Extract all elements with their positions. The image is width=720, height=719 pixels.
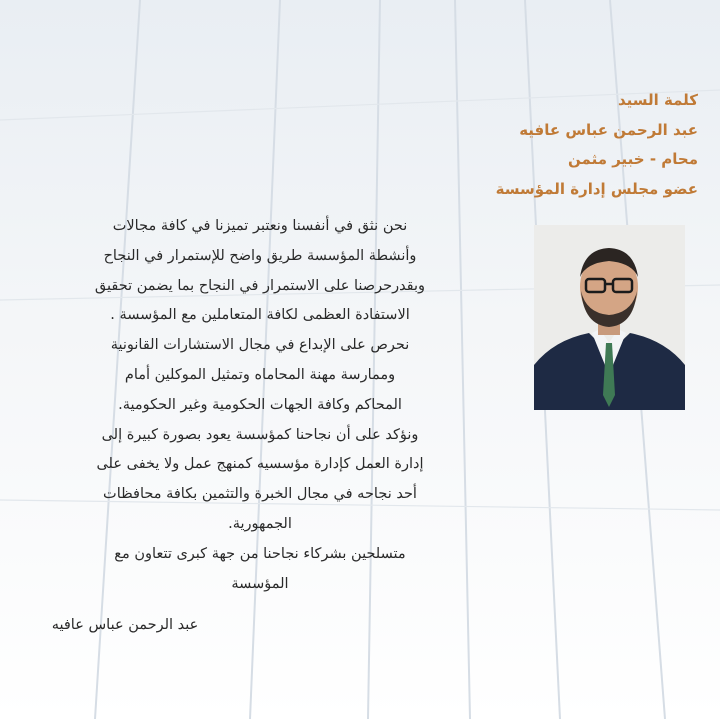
body-line: وأنشطة المؤسسة طريق واضح للإستمرار في النجاح <box>103 247 417 264</box>
body-line: ونؤكد على أن نجاحنا كمؤسسة يعود بصورة كبيرة إلى <box>101 426 419 443</box>
signature: عبد الرحمن عباس عافيه <box>51 617 199 633</box>
speaker-photo <box>534 225 685 410</box>
body-line: المؤسسة <box>231 575 289 592</box>
speaker-name: عبد الرحمن عباس عافيه <box>519 120 698 139</box>
body-line: وبقدرحرصنا على الاستمرار في النجاح بما يضمن تحقيق <box>94 277 426 294</box>
body-line: الاستفادة العظمى لكافة المتعاملين مع المؤسسة . <box>110 307 410 324</box>
body-line: الجمهورية. <box>228 515 292 532</box>
body-line: متسلحين بشركاء نجاحنا من جهة كبرى تتعاون مع <box>114 545 406 562</box>
speaker-profession: محام - خبير مثمن <box>568 150 698 168</box>
body-line: المحاكم وكافة الجهات الحكومية وغير الحكومية. <box>118 396 402 413</box>
header-title: كلمة السيد <box>617 91 698 109</box>
body-line: نحن نثق في أنفسنا ونعتبر تميزنا في كافة مجالات <box>112 218 408 234</box>
speaker-header <box>378 86 698 204</box>
body-line: نحرص على الإبداع في مجال الاستشارات القانونية <box>110 337 410 354</box>
body-line: وممارسة مهنة المحاماه وتمثيل الموكلين أمام <box>124 366 396 383</box>
speaker-role: عضو مجلس إدارة المؤسسة <box>495 179 698 198</box>
portrait-image <box>534 225 685 410</box>
body-line: أحد نجاحه في مجال الخبرة والتثمين بكافة محافظات <box>103 486 417 503</box>
body-line: إدارة العمل كإدارة مؤسسيه كمنهج عمل ولا يخفى على <box>96 456 424 473</box>
speech-body <box>60 212 460 599</box>
